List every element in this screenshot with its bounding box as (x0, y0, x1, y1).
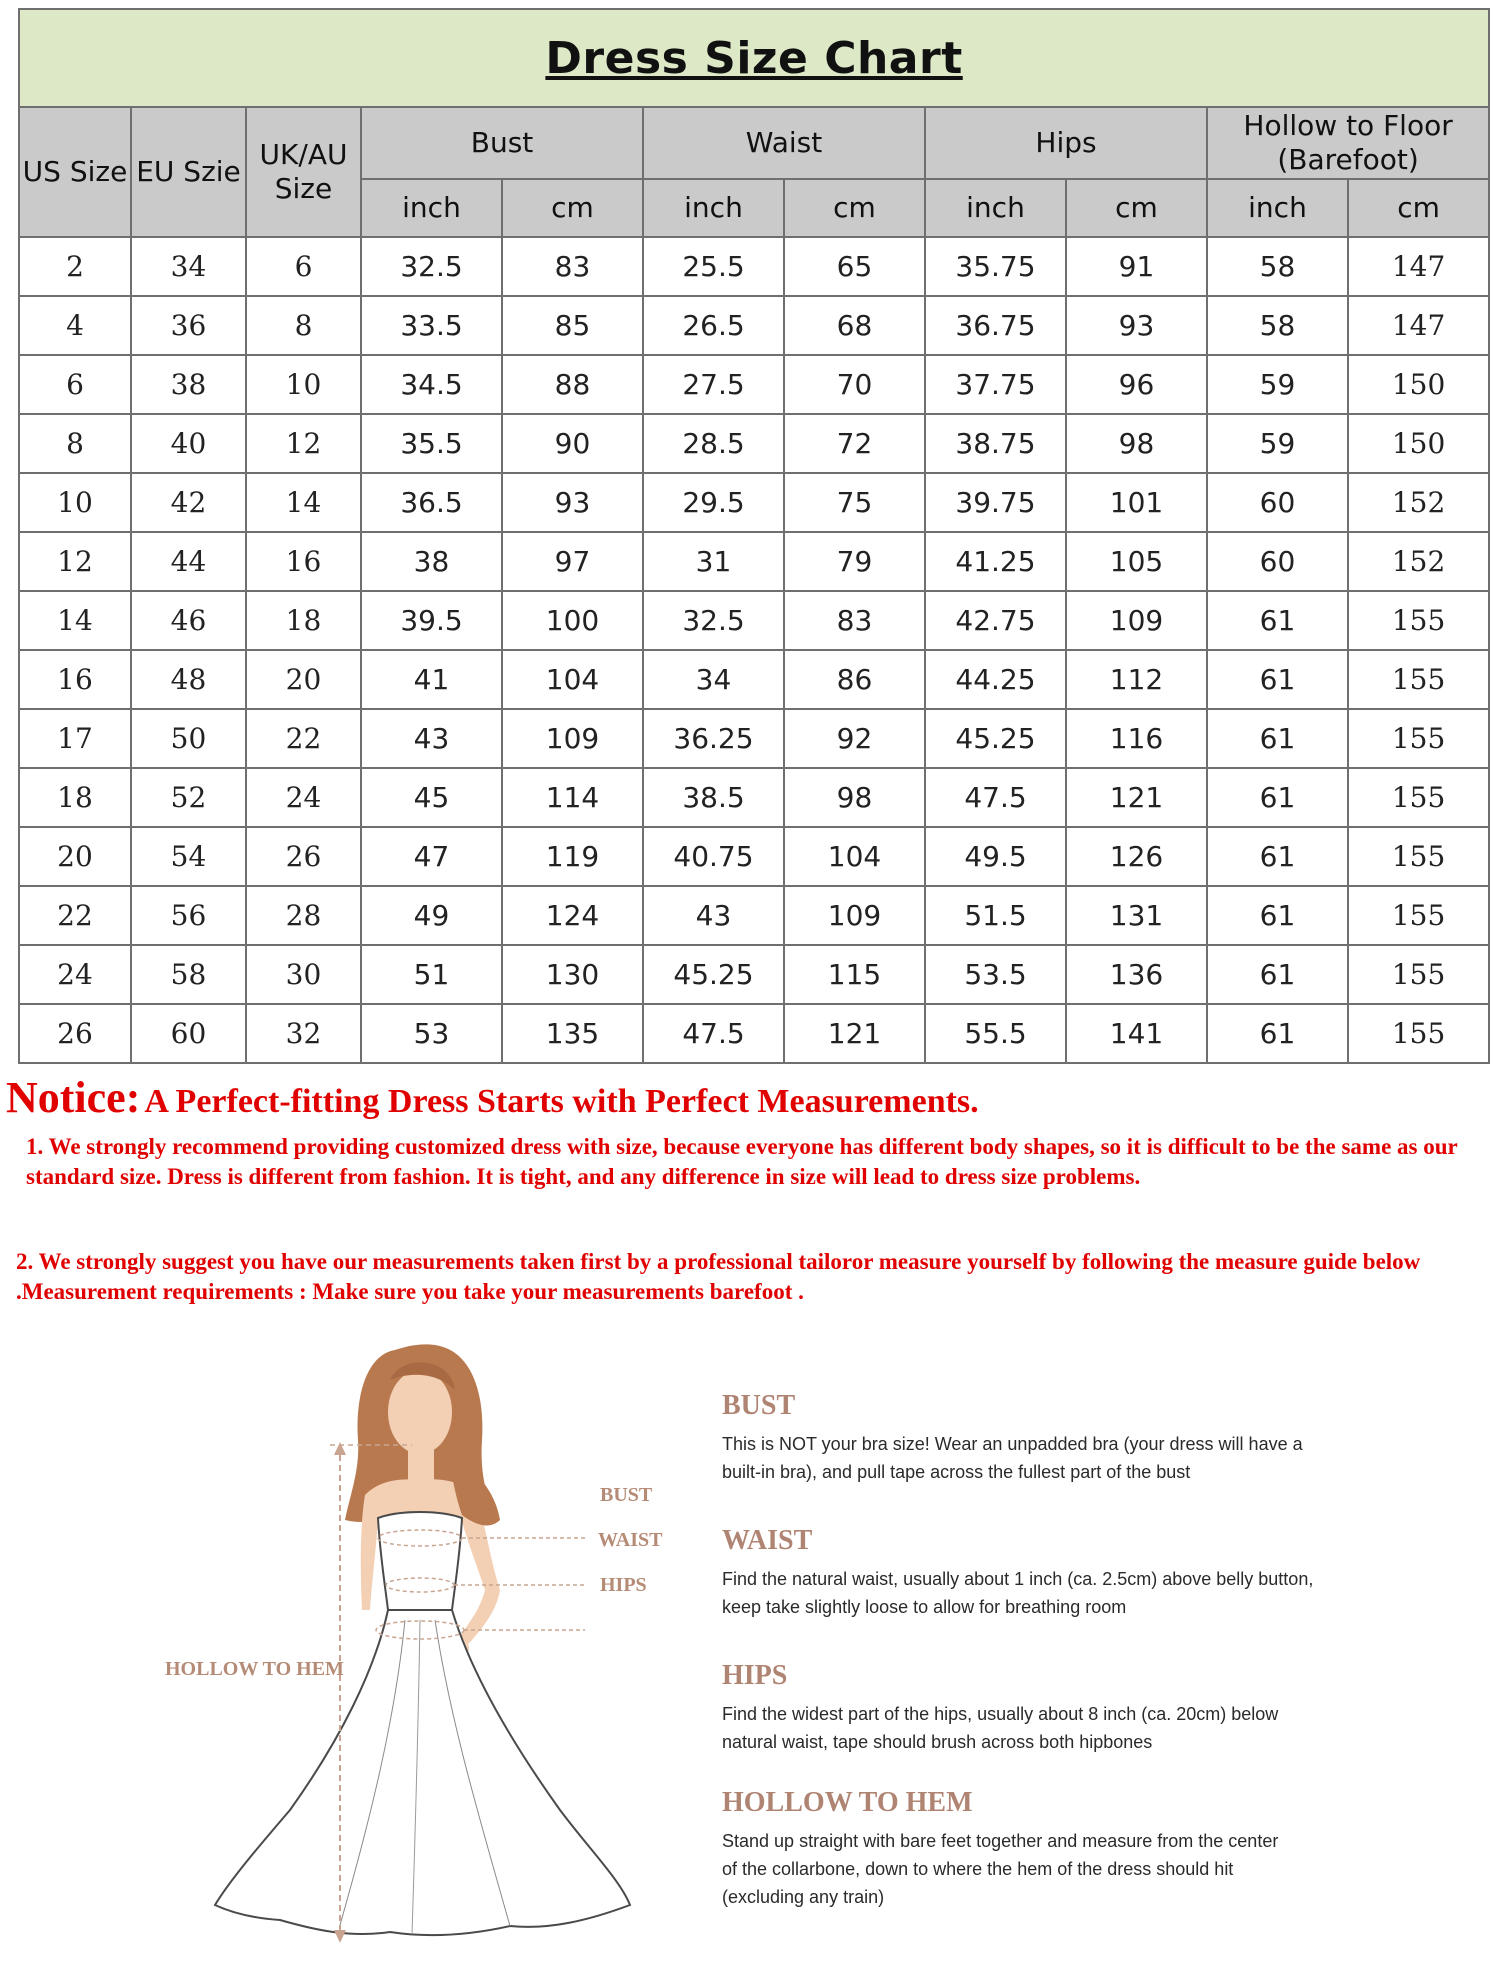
cell-bust-inch: 41 (361, 650, 502, 709)
size-chart-body (19, 237, 1489, 1063)
cell-uk-au-size: 26 (246, 827, 361, 886)
chart-title-cell (19, 9, 1489, 107)
cell-uk-au-size: 32 (246, 1004, 361, 1063)
cell-waist-cm: 86 (784, 650, 925, 709)
table-row (19, 473, 1489, 532)
cell-waist-cm: 109 (784, 886, 925, 945)
cell-hips-cm: 105 (1066, 532, 1207, 591)
table-row (19, 296, 1489, 355)
cell-us-size: 26 (19, 1004, 131, 1063)
cell-eu-size: 36 (131, 296, 246, 355)
cell-bust-cm: 104 (502, 650, 643, 709)
table-row (19, 532, 1489, 591)
cell-waist-inch: 36.25 (643, 709, 784, 768)
cell-waist-cm: 70 (784, 355, 925, 414)
cell-hips-cm: 121 (1066, 768, 1207, 827)
notice-headline: A Perfect-fitting Dress Starts with Perfect Measurements. (144, 1083, 979, 1120)
cell-uk-au-size: 8 (246, 296, 361, 355)
cell-waist-inch: 28.5 (643, 414, 784, 473)
cell-bust-cm: 124 (502, 886, 643, 945)
cell-bust-inch: 32.5 (361, 237, 502, 296)
face-shape (388, 1370, 452, 1454)
cell-eu-size: 60 (131, 1004, 246, 1063)
cell-hips-inch: 42.75 (925, 591, 1066, 650)
cell-waist-inch: 45.25 (643, 945, 784, 1004)
cell-hollow-inch: 61 (1207, 886, 1348, 945)
cell-bust-cm: 135 (502, 1004, 643, 1063)
guide-item-hips (722, 1660, 1322, 1756)
cell-uk-au-size: 20 (246, 650, 361, 709)
notice-point-2: 2. We strongly suggest you have our measurements taken first by a professional tailoror measure yourself by following the measure guide below .Measurement requirements : Make sure you take your measurements barefoot . (16, 1249, 1421, 1304)
cell-waist-cm: 98 (784, 768, 925, 827)
notice-line (6, 1072, 1496, 1123)
illus-label-bust: BUST (600, 1484, 653, 1506)
header-eu-size: EU Szie (131, 107, 246, 237)
cell-waist-cm: 65 (784, 237, 925, 296)
cell-bust-cm: 97 (502, 532, 643, 591)
table-row (19, 709, 1489, 768)
cell-waist-inch: 43 (643, 886, 784, 945)
cell-waist-inch: 32.5 (643, 591, 784, 650)
cell-bust-inch: 51 (361, 945, 502, 1004)
cell-bust-cm: 114 (502, 768, 643, 827)
cell-waist-inch: 29.5 (643, 473, 784, 532)
bodice-shape (378, 1512, 462, 1610)
cell-hollow-cm: 155 (1348, 650, 1489, 709)
cell-hips-cm: 109 (1066, 591, 1207, 650)
table-row (19, 945, 1489, 1004)
cell-hollow-cm: 150 (1348, 414, 1489, 473)
cell-hips-cm: 112 (1066, 650, 1207, 709)
cell-hollow-cm: 155 (1348, 945, 1489, 1004)
header-waist-inch: inch (643, 179, 784, 237)
cell-hollow-cm: 155 (1348, 886, 1489, 945)
cell-hips-inch: 36.75 (925, 296, 1066, 355)
cell-us-size: 16 (19, 650, 131, 709)
cell-hollow-cm: 155 (1348, 1004, 1489, 1063)
cell-waist-cm: 72 (784, 414, 925, 473)
cell-waist-inch: 26.5 (643, 296, 784, 355)
cell-us-size: 6 (19, 355, 131, 414)
cell-bust-cm: 85 (502, 296, 643, 355)
cell-waist-inch: 40.75 (643, 827, 784, 886)
cell-eu-size: 52 (131, 768, 246, 827)
cell-hips-cm: 136 (1066, 945, 1207, 1004)
cell-uk-au-size: 10 (246, 355, 361, 414)
guide-item-bust (722, 1390, 1322, 1486)
cell-bust-cm: 130 (502, 945, 643, 1004)
guide-text-hollow-to-hem: Stand up straight with bare feet together and measure from the center of the collarbone, down to where the hem of the dress should hit (excluding any train) (722, 1831, 1279, 1907)
cell-hips-inch: 39.75 (925, 473, 1066, 532)
cell-eu-size: 38 (131, 355, 246, 414)
cell-hips-inch: 53.5 (925, 945, 1066, 1004)
cell-hollow-inch: 61 (1207, 1004, 1348, 1063)
cell-hollow-inch: 61 (1207, 591, 1348, 650)
cell-us-size: 18 (19, 768, 131, 827)
measurement-illustration (150, 1320, 710, 1960)
cell-bust-cm: 119 (502, 827, 643, 886)
cell-hollow-cm: 147 (1348, 237, 1489, 296)
cell-waist-inch: 25.5 (643, 237, 784, 296)
cell-bust-inch: 47 (361, 827, 502, 886)
chart-title: Dress Size Chart (545, 32, 963, 84)
cell-us-size: 2 (19, 237, 131, 296)
cell-bust-inch: 49 (361, 886, 502, 945)
cell-bust-inch: 35.5 (361, 414, 502, 473)
cell-uk-au-size: 16 (246, 532, 361, 591)
header-hips: Hips (925, 107, 1207, 179)
cell-waist-cm: 68 (784, 296, 925, 355)
header-waist: Waist (643, 107, 925, 179)
cell-hips-inch: 55.5 (925, 1004, 1066, 1063)
cell-uk-au-size: 30 (246, 945, 361, 1004)
header-us-size: US Size (19, 107, 131, 237)
cell-bust-inch: 43 (361, 709, 502, 768)
cell-hollow-cm: 155 (1348, 709, 1489, 768)
cell-hollow-inch: 61 (1207, 709, 1348, 768)
cell-hips-inch: 45.25 (925, 709, 1066, 768)
notice-point-1: 1. We strongly recommend providing customized dress with size, because everyone has different body shapes, so it is difficult to be the same as our standard size. Dress is different from fashion. It is tight, and any difference in size will lead to dress size problems. (26, 1134, 1458, 1189)
cell-bust-inch: 38 (361, 532, 502, 591)
cell-waist-cm: 92 (784, 709, 925, 768)
cell-hips-cm: 131 (1066, 886, 1207, 945)
cell-hips-cm: 101 (1066, 473, 1207, 532)
cell-hollow-inch: 58 (1207, 296, 1348, 355)
guide-text-bust: This is NOT your bra size! Wear an unpadded bra (your dress will have a built-in bra), and pull tape across the fullest part of the bust (722, 1434, 1303, 1482)
cell-hollow-inch: 61 (1207, 768, 1348, 827)
table-row (19, 355, 1489, 414)
cell-waist-inch: 31 (643, 532, 784, 591)
cell-us-size: 17 (19, 709, 131, 768)
cell-bust-cm: 90 (502, 414, 643, 473)
cell-bust-cm: 109 (502, 709, 643, 768)
cell-bust-inch: 45 (361, 768, 502, 827)
hollow-arrow-top (334, 1442, 346, 1455)
cell-uk-au-size: 14 (246, 473, 361, 532)
cell-waist-inch: 34 (643, 650, 784, 709)
header-hips-inch: inch (925, 179, 1066, 237)
illus-label-hips: HIPS (600, 1574, 647, 1596)
guide-text-waist: Find the natural waist, usually about 1 inch (ca. 2.5cm) above belly button, keep take slightly loose to allow for breathing room (722, 1569, 1314, 1617)
cell-hips-cm: 126 (1066, 827, 1207, 886)
cell-eu-size: 48 (131, 650, 246, 709)
guide-title-hips: HIPS (722, 1660, 788, 1691)
cell-hollow-cm: 155 (1348, 827, 1489, 886)
cell-hollow-inch: 58 (1207, 237, 1348, 296)
notice-label: Notice: (6, 1073, 141, 1122)
cell-hollow-cm: 155 (1348, 768, 1489, 827)
cell-us-size: 4 (19, 296, 131, 355)
cell-waist-cm: 83 (784, 591, 925, 650)
size-chart-table (18, 8, 1490, 1064)
cell-uk-au-size: 28 (246, 886, 361, 945)
table-row (19, 768, 1489, 827)
cell-waist-inch: 47.5 (643, 1004, 784, 1063)
cell-hips-inch: 35.75 (925, 237, 1066, 296)
cell-bust-cm: 93 (502, 473, 643, 532)
cell-hollow-cm: 152 (1348, 532, 1489, 591)
cell-hollow-inch: 61 (1207, 650, 1348, 709)
guide-item-waist (722, 1525, 1322, 1621)
cell-eu-size: 50 (131, 709, 246, 768)
cell-us-size: 20 (19, 827, 131, 886)
cell-hollow-inch: 61 (1207, 827, 1348, 886)
cell-us-size: 8 (19, 414, 131, 473)
cell-hips-inch: 41.25 (925, 532, 1066, 591)
illus-label-waist: WAIST (598, 1529, 663, 1551)
cell-waist-cm: 104 (784, 827, 925, 886)
cell-bust-cm: 100 (502, 591, 643, 650)
hollow-arrow-bottom (334, 1930, 346, 1943)
cell-eu-size: 44 (131, 532, 246, 591)
cell-hips-cm: 91 (1066, 237, 1207, 296)
table-row (19, 886, 1489, 945)
cell-uk-au-size: 24 (246, 768, 361, 827)
cell-uk-au-size: 12 (246, 414, 361, 473)
table-row (19, 591, 1489, 650)
cell-eu-size: 58 (131, 945, 246, 1004)
table-row (19, 237, 1489, 296)
cell-hollow-cm: 150 (1348, 355, 1489, 414)
cell-hips-inch: 38.75 (925, 414, 1066, 473)
cell-waist-cm: 115 (784, 945, 925, 1004)
cell-us-size: 12 (19, 532, 131, 591)
cell-waist-inch: 38.5 (643, 768, 784, 827)
guide-item-hollow-to-hem (722, 1787, 1282, 1911)
cell-waist-cm: 75 (784, 473, 925, 532)
cell-eu-size: 46 (131, 591, 246, 650)
guide-text-hips: Find the widest part of the hips, usually about 8 inch (ca. 20cm) below natural waist, tape should brush across both hipbones (722, 1704, 1279, 1752)
cell-hollow-cm: 152 (1348, 473, 1489, 532)
cell-hollow-inch: 60 (1207, 532, 1348, 591)
cell-hips-cm: 96 (1066, 355, 1207, 414)
guide-title-hollow-to-hem: HOLLOW TO HEM (722, 1787, 973, 1818)
header-hollow-inch: inch (1207, 179, 1348, 237)
cell-uk-au-size: 6 (246, 237, 361, 296)
cell-hollow-inch: 59 (1207, 355, 1348, 414)
dress-figure-illustration (150, 1320, 710, 1960)
cell-bust-cm: 88 (502, 355, 643, 414)
cell-hips-cm: 141 (1066, 1004, 1207, 1063)
cell-hips-inch: 44.25 (925, 650, 1066, 709)
header-hips-cm: cm (1066, 179, 1207, 237)
guide-title-bust: BUST (722, 1390, 796, 1421)
cell-us-size: 10 (19, 473, 131, 532)
cell-hollow-inch: 59 (1207, 414, 1348, 473)
cell-waist-cm: 79 (784, 532, 925, 591)
cell-hollow-cm: 155 (1348, 591, 1489, 650)
cell-hips-inch: 49.5 (925, 827, 1066, 886)
cell-us-size: 24 (19, 945, 131, 1004)
cell-us-size: 14 (19, 591, 131, 650)
cell-hips-cm: 116 (1066, 709, 1207, 768)
table-row (19, 650, 1489, 709)
header-bust-inch: inch (361, 179, 502, 237)
table-row (19, 827, 1489, 886)
header-hollow-cm: cm (1348, 179, 1489, 237)
cell-uk-au-size: 18 (246, 591, 361, 650)
header-hollow-to-floor: Hollow to Floor (Barefoot) (1207, 107, 1489, 179)
header-uk-au-size: UK/AU Size (246, 107, 361, 237)
cell-eu-size: 54 (131, 827, 246, 886)
cell-eu-size: 56 (131, 886, 246, 945)
cell-bust-inch: 53 (361, 1004, 502, 1063)
header-bust: Bust (361, 107, 643, 179)
cell-hollow-cm: 147 (1348, 296, 1489, 355)
cell-hollow-inch: 61 (1207, 945, 1348, 1004)
illus-label-hollow-to-hem: HOLLOW TO HEM (165, 1658, 344, 1680)
table-row (19, 414, 1489, 473)
cell-bust-inch: 36.5 (361, 473, 502, 532)
cell-eu-size: 42 (131, 473, 246, 532)
neck-shape (408, 1450, 434, 1480)
table-row (19, 1004, 1489, 1063)
cell-bust-inch: 33.5 (361, 296, 502, 355)
cell-eu-size: 40 (131, 414, 246, 473)
cell-hips-cm: 93 (1066, 296, 1207, 355)
cell-waist-cm: 121 (784, 1004, 925, 1063)
cell-us-size: 22 (19, 886, 131, 945)
cell-waist-inch: 27.5 (643, 355, 784, 414)
header-waist-cm: cm (784, 179, 925, 237)
cell-bust-cm: 83 (502, 237, 643, 296)
cell-bust-inch: 34.5 (361, 355, 502, 414)
cell-hips-inch: 51.5 (925, 886, 1066, 945)
cell-hips-inch: 47.5 (925, 768, 1066, 827)
cell-eu-size: 34 (131, 237, 246, 296)
cell-uk-au-size: 22 (246, 709, 361, 768)
header-bust-cm: cm (502, 179, 643, 237)
cell-hollow-inch: 60 (1207, 473, 1348, 532)
cell-hips-inch: 37.75 (925, 355, 1066, 414)
cell-bust-inch: 39.5 (361, 591, 502, 650)
guide-title-waist: WAIST (722, 1525, 813, 1556)
cell-hips-cm: 98 (1066, 414, 1207, 473)
